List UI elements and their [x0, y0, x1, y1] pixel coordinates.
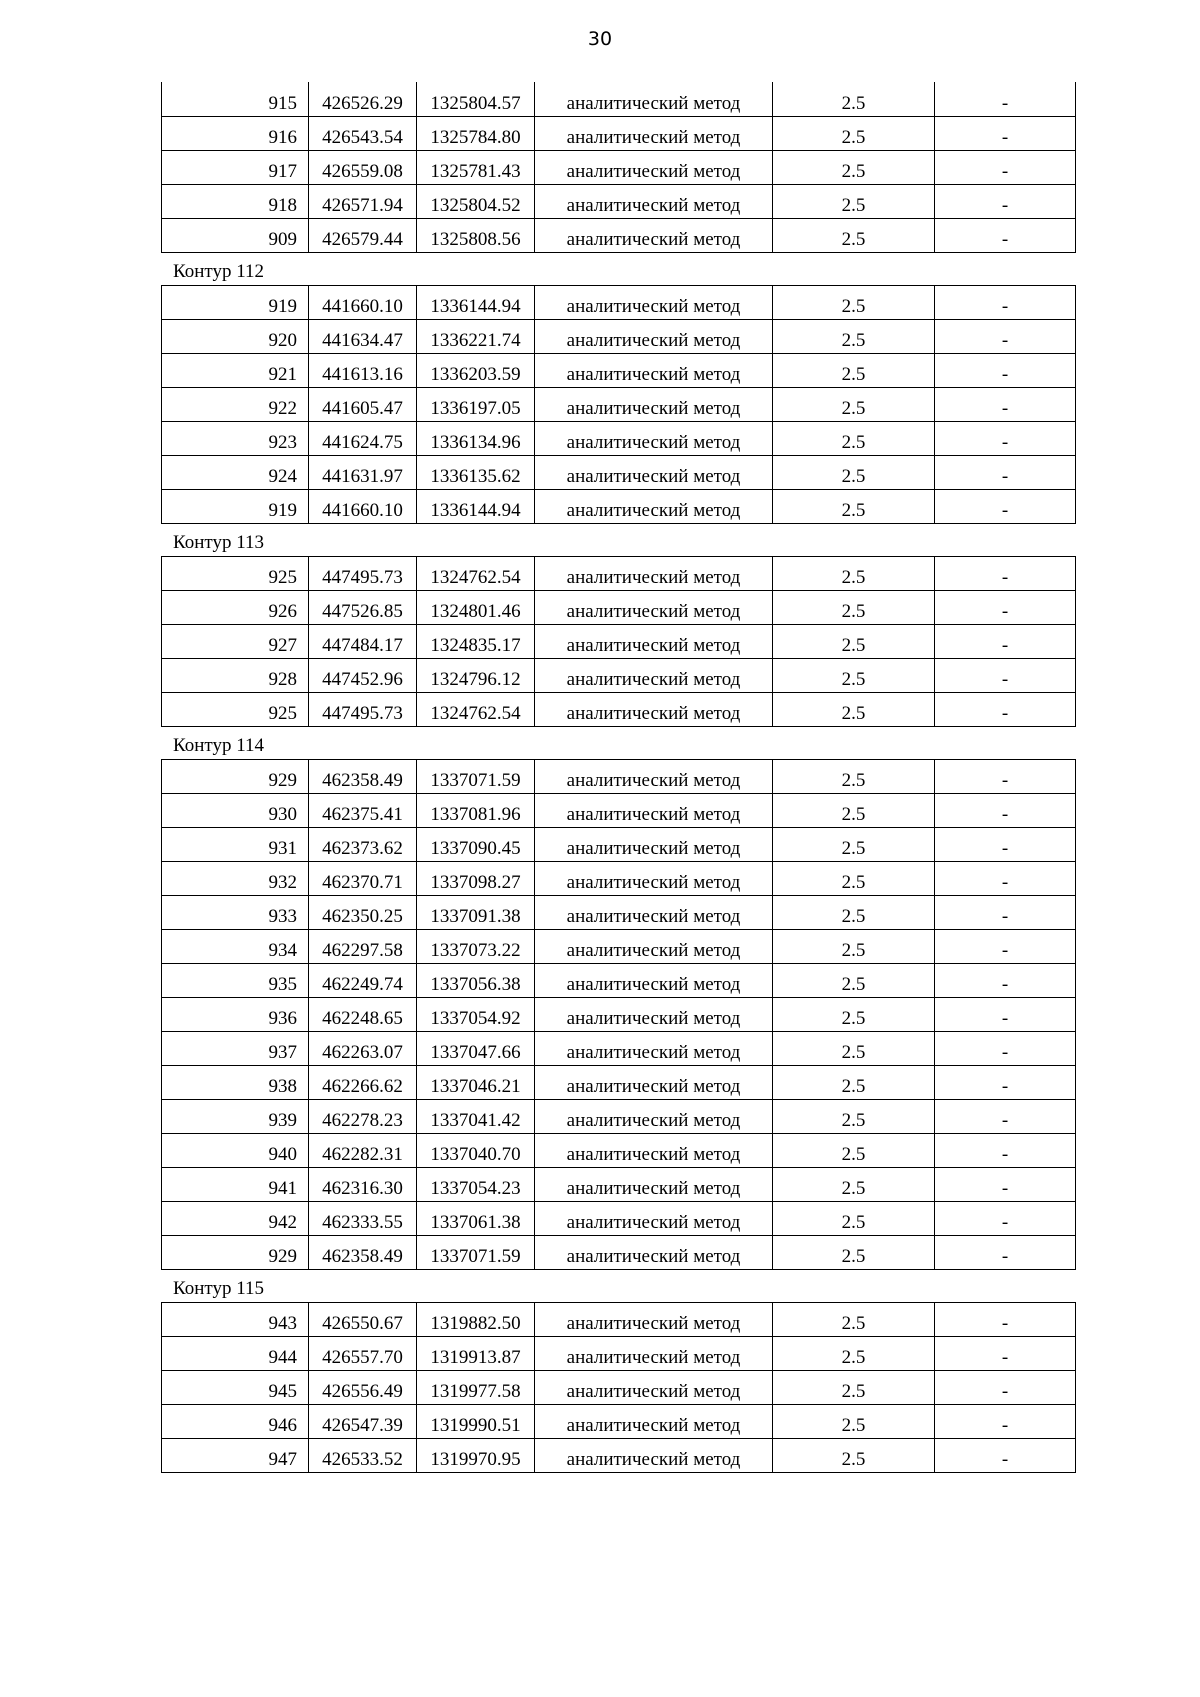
- x-coordinate: 462375.41: [309, 793, 417, 827]
- method: аналитический метод: [535, 455, 773, 489]
- extra: -: [935, 624, 1076, 658]
- accuracy: 2.5: [773, 387, 935, 421]
- table-row: [162, 1336, 1076, 1370]
- point-number: 930: [162, 793, 309, 827]
- accuracy: 2.5: [773, 1031, 935, 1065]
- point-number: 929: [162, 759, 309, 793]
- coordinates-table: [161, 1302, 1076, 1473]
- y-coordinate: 1324835.17: [417, 624, 535, 658]
- table-row: [162, 184, 1076, 218]
- point-number: 935: [162, 963, 309, 997]
- x-coordinate: 462316.30: [309, 1167, 417, 1201]
- y-coordinate: 1325804.52: [417, 184, 535, 218]
- y-coordinate: 1337090.45: [417, 827, 535, 861]
- table-row: [162, 1201, 1076, 1235]
- extra: -: [935, 929, 1076, 963]
- accuracy: 2.5: [773, 556, 935, 590]
- extra: -: [935, 1065, 1076, 1099]
- table-row: [162, 319, 1076, 353]
- point-number: 931: [162, 827, 309, 861]
- contour-label: Контур 115: [173, 1277, 264, 1299]
- extra: -: [935, 184, 1076, 218]
- table-row: [162, 929, 1076, 963]
- page-number: 30: [587, 28, 613, 50]
- method: аналитический метод: [535, 1031, 773, 1065]
- method: аналитический метод: [535, 82, 773, 116]
- table-row: [162, 556, 1076, 590]
- x-coordinate: 426526.29: [309, 82, 417, 116]
- y-coordinate: 1319977.58: [417, 1370, 535, 1404]
- y-coordinate: 1336144.94: [417, 285, 535, 319]
- x-coordinate: 426556.49: [309, 1370, 417, 1404]
- method: аналитический метод: [535, 997, 773, 1031]
- method: аналитический метод: [535, 1065, 773, 1099]
- point-number: 928: [162, 658, 309, 692]
- extra: -: [935, 421, 1076, 455]
- y-coordinate: 1337046.21: [417, 1065, 535, 1099]
- x-coordinate: 447484.17: [309, 624, 417, 658]
- y-coordinate: 1324762.54: [417, 556, 535, 590]
- extra: -: [935, 150, 1076, 184]
- accuracy: 2.5: [773, 421, 935, 455]
- coordinates-table: [161, 285, 1076, 524]
- x-coordinate: 462282.31: [309, 1133, 417, 1167]
- y-coordinate: 1337091.38: [417, 895, 535, 929]
- table-row: [162, 963, 1076, 997]
- point-number: 932: [162, 861, 309, 895]
- point-number: 915: [162, 82, 309, 116]
- y-coordinate: 1325808.56: [417, 218, 535, 252]
- x-coordinate: 447452.96: [309, 658, 417, 692]
- x-coordinate: 441660.10: [309, 489, 417, 523]
- method: аналитический метод: [535, 1201, 773, 1235]
- y-coordinate: 1337040.70: [417, 1133, 535, 1167]
- point-number: 921: [162, 353, 309, 387]
- y-coordinate: 1336203.59: [417, 353, 535, 387]
- extra: -: [935, 1133, 1076, 1167]
- accuracy: 2.5: [773, 692, 935, 726]
- extra: -: [935, 692, 1076, 726]
- method: аналитический метод: [535, 793, 773, 827]
- x-coordinate: 462297.58: [309, 929, 417, 963]
- extra: -: [935, 1099, 1076, 1133]
- x-coordinate: 426547.39: [309, 1404, 417, 1438]
- point-number: 934: [162, 929, 309, 963]
- method: аналитический метод: [535, 1404, 773, 1438]
- table-row: [162, 1167, 1076, 1201]
- extra: -: [935, 353, 1076, 387]
- x-coordinate: 462278.23: [309, 1099, 417, 1133]
- accuracy: 2.5: [773, 1201, 935, 1235]
- x-coordinate: 426533.52: [309, 1438, 417, 1472]
- accuracy: 2.5: [773, 1235, 935, 1269]
- accuracy: 2.5: [773, 929, 935, 963]
- point-number: 942: [162, 1201, 309, 1235]
- y-coordinate: 1319990.51: [417, 1404, 535, 1438]
- table-row: [162, 387, 1076, 421]
- extra: -: [935, 387, 1076, 421]
- method: аналитический метод: [535, 895, 773, 929]
- extra: -: [935, 895, 1076, 929]
- table-row: [162, 1370, 1076, 1404]
- accuracy: 2.5: [773, 150, 935, 184]
- y-coordinate: 1337056.38: [417, 963, 535, 997]
- method: аналитический метод: [535, 184, 773, 218]
- method: аналитический метод: [535, 285, 773, 319]
- point-number: 923: [162, 421, 309, 455]
- y-coordinate: 1337071.59: [417, 759, 535, 793]
- method: аналитический метод: [535, 421, 773, 455]
- point-number: 924: [162, 455, 309, 489]
- y-coordinate: 1325784.80: [417, 116, 535, 150]
- coordinates-table: [161, 556, 1076, 727]
- table-row: [162, 590, 1076, 624]
- point-number: 919: [162, 285, 309, 319]
- accuracy: 2.5: [773, 82, 935, 116]
- method: аналитический метод: [535, 861, 773, 895]
- extra: -: [935, 1438, 1076, 1472]
- x-coordinate: 441605.47: [309, 387, 417, 421]
- method: аналитический метод: [535, 692, 773, 726]
- point-number: 926: [162, 590, 309, 624]
- y-coordinate: 1336134.96: [417, 421, 535, 455]
- point-number: 933: [162, 895, 309, 929]
- accuracy: 2.5: [773, 285, 935, 319]
- table-row: [162, 997, 1076, 1031]
- y-coordinate: 1336135.62: [417, 455, 535, 489]
- x-coordinate: 441634.47: [309, 319, 417, 353]
- method: аналитический метод: [535, 489, 773, 523]
- x-coordinate: 462350.25: [309, 895, 417, 929]
- point-number: 918: [162, 184, 309, 218]
- coordinates-table: [161, 82, 1076, 253]
- accuracy: 2.5: [773, 116, 935, 150]
- accuracy: 2.5: [773, 184, 935, 218]
- x-coordinate: 447495.73: [309, 692, 417, 726]
- y-coordinate: 1337061.38: [417, 1201, 535, 1235]
- table-row: [162, 218, 1076, 252]
- y-coordinate: 1337041.42: [417, 1099, 535, 1133]
- accuracy: 2.5: [773, 1302, 935, 1336]
- extra: -: [935, 82, 1076, 116]
- method: аналитический метод: [535, 150, 773, 184]
- y-coordinate: 1337054.92: [417, 997, 535, 1031]
- method: аналитический метод: [535, 556, 773, 590]
- method: аналитический метод: [535, 1336, 773, 1370]
- table-row: [162, 759, 1076, 793]
- extra: -: [935, 1167, 1076, 1201]
- y-coordinate: 1324801.46: [417, 590, 535, 624]
- extra: -: [935, 489, 1076, 523]
- table-row: [162, 116, 1076, 150]
- accuracy: 2.5: [773, 1404, 935, 1438]
- method: аналитический метод: [535, 1133, 773, 1167]
- method: аналитический метод: [535, 929, 773, 963]
- method: аналитический метод: [535, 1235, 773, 1269]
- method: аналитический метод: [535, 319, 773, 353]
- x-coordinate: 441624.75: [309, 421, 417, 455]
- table-row: [162, 793, 1076, 827]
- table-row: [162, 827, 1076, 861]
- table-row: [162, 1235, 1076, 1269]
- y-coordinate: 1337054.23: [417, 1167, 535, 1201]
- table-row: [162, 1031, 1076, 1065]
- extra: -: [935, 116, 1076, 150]
- point-number: 940: [162, 1133, 309, 1167]
- method: аналитический метод: [535, 658, 773, 692]
- y-coordinate: 1324796.12: [417, 658, 535, 692]
- extra: -: [935, 1404, 1076, 1438]
- y-coordinate: 1319970.95: [417, 1438, 535, 1472]
- extra: -: [935, 793, 1076, 827]
- x-coordinate: 462263.07: [309, 1031, 417, 1065]
- table-row: [162, 455, 1076, 489]
- accuracy: 2.5: [773, 455, 935, 489]
- x-coordinate: 426571.94: [309, 184, 417, 218]
- table-row: [162, 1133, 1076, 1167]
- y-coordinate: 1337047.66: [417, 1031, 535, 1065]
- accuracy: 2.5: [773, 1438, 935, 1472]
- accuracy: 2.5: [773, 353, 935, 387]
- accuracy: 2.5: [773, 1065, 935, 1099]
- table-row: [162, 489, 1076, 523]
- extra: -: [935, 997, 1076, 1031]
- point-number: 938: [162, 1065, 309, 1099]
- extra: -: [935, 1031, 1076, 1065]
- y-coordinate: 1324762.54: [417, 692, 535, 726]
- extra: -: [935, 590, 1076, 624]
- extra: -: [935, 285, 1076, 319]
- accuracy: 2.5: [773, 997, 935, 1031]
- table-row: [162, 150, 1076, 184]
- point-number: 941: [162, 1167, 309, 1201]
- method: аналитический метод: [535, 1099, 773, 1133]
- x-coordinate: 441660.10: [309, 285, 417, 319]
- x-coordinate: 462373.62: [309, 827, 417, 861]
- point-number: 929: [162, 1235, 309, 1269]
- x-coordinate: 441613.16: [309, 353, 417, 387]
- extra: -: [935, 963, 1076, 997]
- y-coordinate: 1337081.96: [417, 793, 535, 827]
- point-number: 927: [162, 624, 309, 658]
- table-row: [162, 421, 1076, 455]
- extra: -: [935, 319, 1076, 353]
- x-coordinate: 462358.49: [309, 759, 417, 793]
- method: аналитический метод: [535, 963, 773, 997]
- x-coordinate: 441631.97: [309, 455, 417, 489]
- method: аналитический метод: [535, 387, 773, 421]
- accuracy: 2.5: [773, 590, 935, 624]
- x-coordinate: 426579.44: [309, 218, 417, 252]
- y-coordinate: 1337071.59: [417, 1235, 535, 1269]
- y-coordinate: 1319913.87: [417, 1336, 535, 1370]
- x-coordinate: 462266.62: [309, 1065, 417, 1099]
- method: аналитический метод: [535, 1438, 773, 1472]
- table-row: [162, 895, 1076, 929]
- point-number: 917: [162, 150, 309, 184]
- x-coordinate: 426550.67: [309, 1302, 417, 1336]
- extra: -: [935, 1201, 1076, 1235]
- accuracy: 2.5: [773, 218, 935, 252]
- table-row: [162, 82, 1076, 116]
- table-row: [162, 692, 1076, 726]
- table-row: [162, 1099, 1076, 1133]
- accuracy: 2.5: [773, 827, 935, 861]
- method: аналитический метод: [535, 759, 773, 793]
- table-row: [162, 658, 1076, 692]
- accuracy: 2.5: [773, 1370, 935, 1404]
- x-coordinate: 462249.74: [309, 963, 417, 997]
- table-row: [162, 353, 1076, 387]
- table-row: [162, 624, 1076, 658]
- point-number: 944: [162, 1336, 309, 1370]
- accuracy: 2.5: [773, 759, 935, 793]
- x-coordinate: 426559.08: [309, 150, 417, 184]
- point-number: 920: [162, 319, 309, 353]
- accuracy: 2.5: [773, 658, 935, 692]
- table-row: [162, 1065, 1076, 1099]
- method: аналитический метод: [535, 624, 773, 658]
- point-number: 922: [162, 387, 309, 421]
- y-coordinate: 1325781.43: [417, 150, 535, 184]
- method: аналитический метод: [535, 1302, 773, 1336]
- accuracy: 2.5: [773, 1133, 935, 1167]
- extra: -: [935, 658, 1076, 692]
- extra: -: [935, 218, 1076, 252]
- contour-label: Контур 113: [173, 531, 264, 553]
- x-coordinate: 462333.55: [309, 1201, 417, 1235]
- extra: -: [935, 1235, 1076, 1269]
- point-number: 925: [162, 556, 309, 590]
- table-row: [162, 1438, 1076, 1472]
- y-coordinate: 1337098.27: [417, 861, 535, 895]
- y-coordinate: 1336144.94: [417, 489, 535, 523]
- accuracy: 2.5: [773, 861, 935, 895]
- method: аналитический метод: [535, 1370, 773, 1404]
- accuracy: 2.5: [773, 793, 935, 827]
- point-number: 945: [162, 1370, 309, 1404]
- coordinates-document: [161, 82, 1075, 1473]
- x-coordinate: 462358.49: [309, 1235, 417, 1269]
- accuracy: 2.5: [773, 963, 935, 997]
- method: аналитический метод: [535, 590, 773, 624]
- point-number: 943: [162, 1302, 309, 1336]
- accuracy: 2.5: [773, 489, 935, 523]
- y-coordinate: 1336197.05: [417, 387, 535, 421]
- accuracy: 2.5: [773, 1099, 935, 1133]
- x-coordinate: 426543.54: [309, 116, 417, 150]
- x-coordinate: 426557.70: [309, 1336, 417, 1370]
- method: аналитический метод: [535, 1167, 773, 1201]
- table-row: [162, 861, 1076, 895]
- x-coordinate: 447495.73: [309, 556, 417, 590]
- accuracy: 2.5: [773, 1336, 935, 1370]
- accuracy: 2.5: [773, 319, 935, 353]
- y-coordinate: 1337073.22: [417, 929, 535, 963]
- table-row: [162, 1302, 1076, 1336]
- extra: -: [935, 1302, 1076, 1336]
- y-coordinate: 1319882.50: [417, 1302, 535, 1336]
- point-number: 946: [162, 1404, 309, 1438]
- point-number: 909: [162, 218, 309, 252]
- accuracy: 2.5: [773, 895, 935, 929]
- accuracy: 2.5: [773, 1167, 935, 1201]
- y-coordinate: 1336221.74: [417, 319, 535, 353]
- table-row: [162, 285, 1076, 319]
- point-number: 936: [162, 997, 309, 1031]
- point-number: 947: [162, 1438, 309, 1472]
- point-number: 937: [162, 1031, 309, 1065]
- extra: -: [935, 861, 1076, 895]
- method: аналитический метод: [535, 218, 773, 252]
- contour-label: Контур 114: [173, 734, 264, 756]
- point-number: 925: [162, 692, 309, 726]
- method: аналитический метод: [535, 353, 773, 387]
- extra: -: [935, 759, 1076, 793]
- point-number: 916: [162, 116, 309, 150]
- x-coordinate: 462370.71: [309, 861, 417, 895]
- coordinates-table: [161, 759, 1076, 1270]
- extra: -: [935, 1336, 1076, 1370]
- contour-label: Контур 112: [173, 260, 264, 282]
- accuracy: 2.5: [773, 624, 935, 658]
- extra: -: [935, 1370, 1076, 1404]
- method: аналитический метод: [535, 827, 773, 861]
- table-row: [162, 1404, 1076, 1438]
- extra: -: [935, 556, 1076, 590]
- extra: -: [935, 455, 1076, 489]
- x-coordinate: 447526.85: [309, 590, 417, 624]
- x-coordinate: 462248.65: [309, 997, 417, 1031]
- method: аналитический метод: [535, 116, 773, 150]
- y-coordinate: 1325804.57: [417, 82, 535, 116]
- point-number: 919: [162, 489, 309, 523]
- point-number: 939: [162, 1099, 309, 1133]
- extra: -: [935, 827, 1076, 861]
